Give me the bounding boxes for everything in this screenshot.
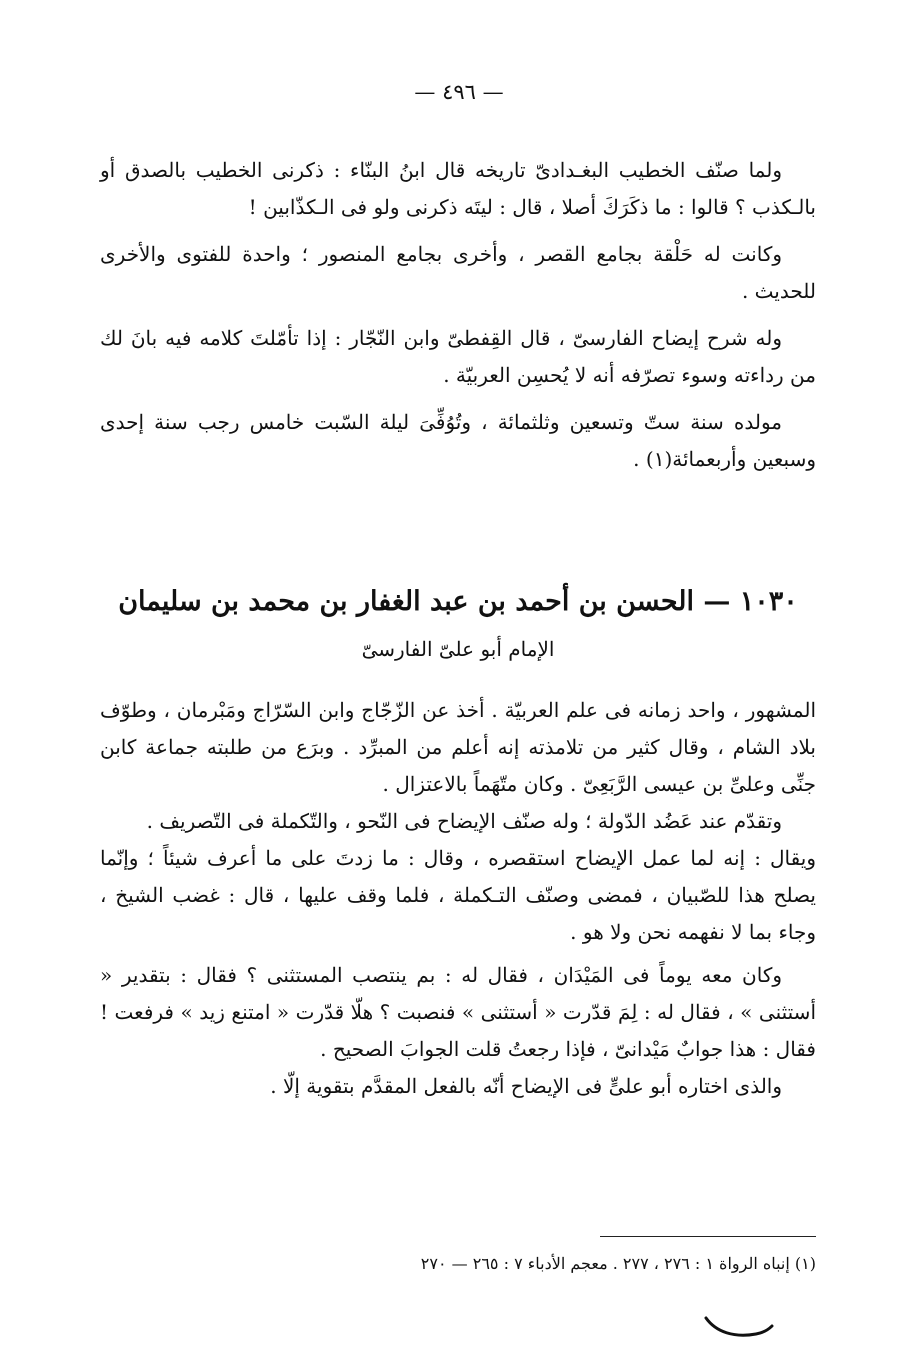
paragraph: والذى اختاره أبو علىٍّ فى الإيضاح أنّه بالفعل المقدَّم بتقوية إلّا . xyxy=(270,1074,782,1098)
paragraph: مولده سنة ستّ وتسعين وثلثمائة ، وتُوُفِّىَ ليلة السّبت خامس رجب سنة إحدى وسبعين وأربعمائة(١) . xyxy=(100,410,816,471)
text-block-previous-entry xyxy=(100,152,816,478)
entry-subheading: الإمام أبو علىّ الفارسىّ xyxy=(361,637,555,661)
text-block-entry-1030 xyxy=(100,692,816,1105)
paragraph: ويقال : إنه لما عمل الإيضاح استقصره ، وقال : ما زدتَ على ما أعرف شيئاً ؛ وإنّما يصلح هذا للصّبيان ، فمضى وصنّف التـكملة ، فلما وقف عليها ، قال : غضب الشيخ ، وجاء بما لا نفهمه نحن ولا هو . xyxy=(100,846,816,944)
paragraph: وكانت له حَلْقة بجامع القصر ، وأخرى بجامع المنصور ؛ واحدة للفتوى والأخرى للحديث . xyxy=(100,242,816,303)
paragraph: وتقدّم عند عَضُد الدّولة ؛ وله صنّف الإيضاح فى النّحو ، والتّكملة فى التّصريف . xyxy=(146,809,782,833)
page-number: — ٤٩٦ — xyxy=(414,80,504,104)
paragraph: وكان معه يوماً فى المَيْدَان ، فقال له : بم ينتصب المستثنى ؟ فقال : بتقدير « أستثنى » ، فقال له : لِمَ قدّرت « أستثنى » فنصبت ؟ هلّا قدّرت « امتنع زيد » فرفعت ! فقال : هذا جوابٌ مَيْدانىّ ، فإذا رجعتُ قلت الجوابَ الصحيح . xyxy=(100,963,816,1061)
footnote: (١) إنباه الرواة ١ : ٢٧٦ ، ٢٧٧ . معجم الأدباء ٧ : ٢٦٥ — ٢٧٠ xyxy=(420,1254,816,1273)
catchword-mark-icon xyxy=(704,1312,774,1342)
paragraph: ولما صنّف الخطيب البغـدادىّ تاريخه قال ابنُ البنّاء : ذكرنى الخطيب بالصدق أو بالـكذب ؟ قالوا : ما ذكَرَكَ أصلا ، قال : ليتَه ذكرنى ولو فى الـكذّابين ! xyxy=(100,158,816,219)
paragraph: وله شرح إيضاح الفارسىّ ، قال القِفطىّ وابن النّجّار : إذا تأمّلتَ كلامه فيه بانَ لك من رداءته وسوء تصرّفه أنه لا يُحسِن العربيّة . xyxy=(100,326,816,387)
paragraph: المشهور ، واحد زمانه فى علم العربيّة . أخذ عن الزّجّاج وابن السّرّاج ومَبْرمان ، وطوّف بلاد الشام ، وقال كثير من تلامذته إنه أعلم من المبرِّد . وبرَع من طلبته جماعة كابن جنِّى وعلىِّ بن عيسى الرَّبَعِىّ . وكان متّهَماً بالاعتزال . xyxy=(100,698,816,796)
footnote-divider xyxy=(600,1236,816,1237)
entry-heading: ١٠٣٠ — الحسن بن أحمد بن عبد الغفار بن محمد بن سليمان xyxy=(118,586,798,617)
entry-heading-block xyxy=(100,582,816,666)
